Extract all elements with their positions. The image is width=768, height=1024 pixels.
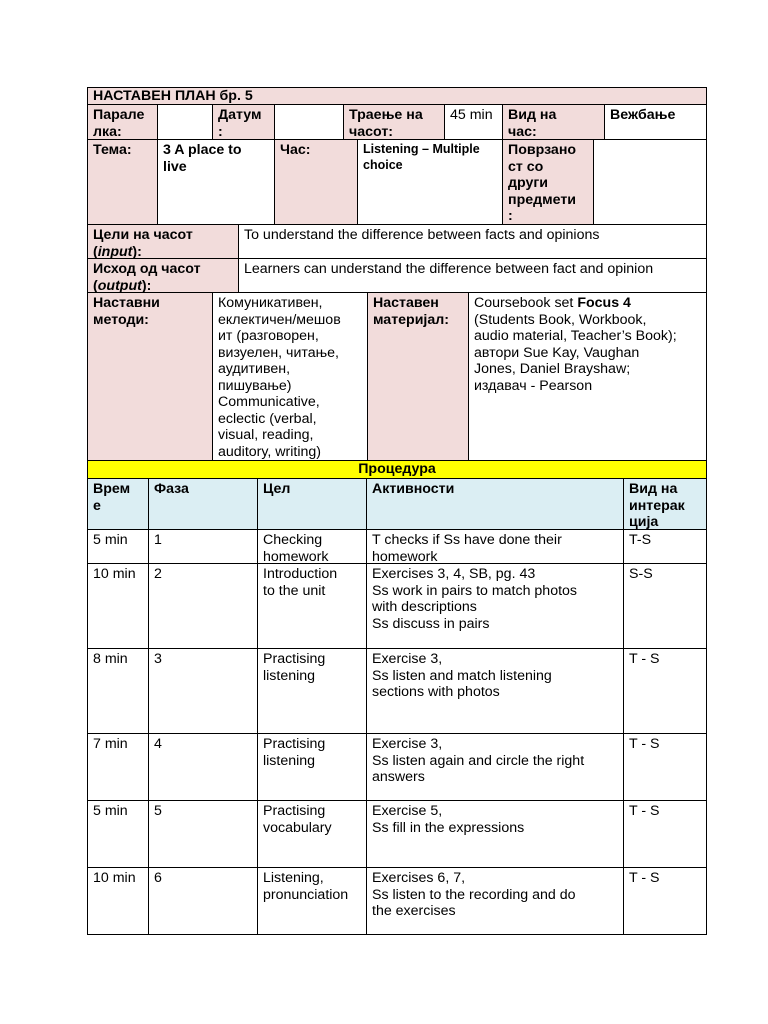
cell-line: homework xyxy=(263,548,329,564)
material-value-line: (Students Book, Workbook, xyxy=(474,311,647,328)
cell-line: Exercise 5, xyxy=(372,803,443,819)
table-cell-time: 7 min xyxy=(87,733,149,801)
cell-line: Exercises 3, 4, SB, pg. 43 xyxy=(372,566,536,582)
table-cell-interaction: T - S xyxy=(623,648,707,734)
table-cell-activities xyxy=(366,800,624,868)
cell-line: Introduction xyxy=(263,566,338,582)
methods-value-line: еклектичен/мешов xyxy=(218,311,341,328)
related-label-line: други xyxy=(508,175,549,191)
cell-line: homework xyxy=(372,548,438,564)
outcome-label-line: Исход од часот xyxy=(93,261,201,277)
cell-line: Listening, xyxy=(263,870,324,886)
cell-line: Ss work in pairs to match photos xyxy=(372,582,578,599)
table-cell-activities xyxy=(366,648,624,734)
date-value xyxy=(274,104,344,140)
column-header-line: интерак xyxy=(629,497,685,514)
table-cell-interaction: T - S xyxy=(623,733,707,801)
cell-line: Ss listen and match listening xyxy=(372,667,552,684)
cell-line: pronunciation xyxy=(263,886,349,903)
column-header-line: ција xyxy=(629,514,659,530)
table-cell-phase: 2 xyxy=(148,563,258,649)
goal-value: To understand the difference between facts and opinions xyxy=(238,224,707,259)
table-cell-phase: 4 xyxy=(148,733,258,801)
plan-title: НАСТАВЕН ПЛАН бр. 5 xyxy=(87,87,707,105)
cell-line: with descriptions xyxy=(372,599,477,615)
methods-label-line: методи: xyxy=(93,311,149,328)
cell-line: Ss fill in the expressions xyxy=(372,819,525,836)
material-value-line: Jones, Daniel Brayshaw; xyxy=(474,361,631,377)
lesson-value-line: choice xyxy=(363,157,403,172)
methods-value-line: аудитивен, xyxy=(218,361,291,377)
table-cell-time: 5 min xyxy=(87,800,149,868)
cell-line: T checks if Ss have done their xyxy=(372,532,562,548)
table-cell-phase: 6 xyxy=(148,867,258,935)
material-prefix: Coursebook set xyxy=(474,295,578,311)
cell-line: Exercises 6, 7, xyxy=(372,870,466,886)
methods-value-line: визуелен, читање, xyxy=(218,344,339,361)
lesson-label: Час: xyxy=(274,139,358,225)
column-header-phase: Фаза xyxy=(148,478,258,530)
methods-value-line: ит (разговорен, xyxy=(218,328,319,344)
lesson-value-line: Listening – Multiple xyxy=(363,142,480,156)
cell-line: Ss listen again and circle the right xyxy=(372,752,585,769)
lesson-value xyxy=(357,139,503,225)
date-label-line: Датум xyxy=(218,107,262,123)
cell-line: Practising xyxy=(263,736,326,752)
material-label-line: материјал: xyxy=(373,311,449,328)
table-cell-interaction: S-S xyxy=(623,563,707,649)
goal-label-italic: input xyxy=(97,243,133,259)
table-cell-phase: 3 xyxy=(148,648,258,734)
table-cell-phase: 5 xyxy=(148,800,258,868)
table-cell-activities xyxy=(366,529,624,564)
methods-value-line: visual, reading, xyxy=(218,427,314,443)
class-value xyxy=(157,104,213,140)
column-header-line: Врем xyxy=(93,481,131,497)
column-header-goal: Цел xyxy=(257,478,367,530)
outcome-value: Learners can understand the difference between fact and opinion xyxy=(238,258,707,293)
material-value-line: audio material, Teacher’s Book); xyxy=(474,328,677,344)
table-cell-goal xyxy=(257,800,367,868)
material-value xyxy=(468,292,707,461)
duration-value: 45 min xyxy=(444,104,503,140)
column-header-line: е xyxy=(93,497,101,514)
table-cell-goal xyxy=(257,733,367,801)
material-label xyxy=(367,292,469,461)
duration-label-line: часот: xyxy=(349,123,394,140)
cell-line: Exercise 3, xyxy=(372,651,443,667)
cell-line: sections with photos xyxy=(372,684,500,700)
methods-value-line: Комуникативен, xyxy=(218,295,323,311)
material-value-line: издавач - Pearson xyxy=(474,377,593,394)
lesson-type-label xyxy=(502,104,605,140)
outcome-label xyxy=(87,258,239,293)
topic-value-line: 3 A place to xyxy=(163,142,242,158)
cell-line: Checking xyxy=(263,532,323,548)
table-cell-interaction: T - S xyxy=(623,800,707,868)
date-label xyxy=(212,104,275,140)
class-label-line: Парале xyxy=(93,107,145,123)
methods-label-line: Наставни xyxy=(93,295,160,311)
table-cell-time: 5 min xyxy=(87,529,149,564)
table-cell-goal xyxy=(257,563,367,649)
material-label-line: Наставен xyxy=(373,295,439,311)
lesson-type-label-line: час: xyxy=(508,123,537,140)
goal-label xyxy=(87,224,239,259)
outcome-label-italic: output xyxy=(97,277,142,293)
outcome-label-line: (output): xyxy=(93,277,152,293)
related-label-line: Поврзано xyxy=(508,142,577,158)
goal-label-line: Цели на часот xyxy=(93,227,193,243)
column-header-time xyxy=(87,478,149,530)
methods-value-line: eclectic (verbal, xyxy=(218,410,317,427)
table-cell-phase: 1 xyxy=(148,529,258,564)
column-header-activities: Активности xyxy=(366,478,624,530)
column-header-interaction xyxy=(623,478,707,530)
table-cell-goal xyxy=(257,648,367,734)
methods-value-line: пишување) xyxy=(218,377,292,394)
cell-line: vocabulary xyxy=(263,819,332,836)
table-cell-time: 8 min xyxy=(87,648,149,734)
lesson-type-value: Вежбање xyxy=(604,104,707,140)
related-label-line: ст со xyxy=(508,158,544,175)
lesson-type-label-line: Вид на xyxy=(508,107,557,123)
table-cell-activities xyxy=(366,563,624,649)
cell-line: Ss listen to the recording and do xyxy=(372,886,576,903)
table-cell-interaction: T - S xyxy=(623,867,707,935)
procedure-title: Процедура xyxy=(87,460,707,479)
class-label xyxy=(87,104,158,140)
class-label-line: лка: xyxy=(93,123,122,140)
topic-label: Тема: xyxy=(87,139,158,225)
material-value-line: автори Sue Kay, Vaughan xyxy=(474,344,640,361)
cell-line: Practising xyxy=(263,803,326,819)
column-header-line: Вид на xyxy=(629,481,678,497)
date-label-line: : xyxy=(218,123,223,140)
topic-value-line: live xyxy=(163,158,187,175)
related-subjects-label xyxy=(502,139,594,225)
methods-value-line: Communicative, xyxy=(218,394,320,410)
cell-line: Ss discuss in pairs xyxy=(372,615,490,632)
table-cell-goal xyxy=(257,867,367,935)
cell-line: answers xyxy=(372,769,425,785)
table-cell-activities xyxy=(366,867,624,935)
topic-value xyxy=(157,139,275,225)
methods-value-line: auditory, writing) xyxy=(218,443,322,460)
goal-label-line: (input): xyxy=(93,243,142,259)
cell-line: to the unit xyxy=(263,582,326,599)
cell-line: Exercise 3, xyxy=(372,736,443,752)
methods-value xyxy=(212,292,368,461)
cell-line: listening xyxy=(263,667,316,684)
related-label-line: : xyxy=(508,208,513,224)
duration-label-line: Траење на xyxy=(349,107,423,123)
table-cell-goal xyxy=(257,529,367,564)
cell-line: Practising xyxy=(263,651,326,667)
cell-line: the exercises xyxy=(372,903,456,919)
related-subjects-value xyxy=(593,139,707,225)
related-label-line: предмети xyxy=(508,191,577,208)
table-cell-time: 10 min xyxy=(87,867,149,935)
table-cell-interaction: T-S xyxy=(623,529,707,564)
material-bold: Focus 4 xyxy=(577,295,631,311)
table-cell-activities xyxy=(366,733,624,801)
cell-line: listening xyxy=(263,752,316,769)
material-value-line xyxy=(474,295,701,312)
table-cell-time: 10 min xyxy=(87,563,149,649)
duration-label xyxy=(343,104,445,140)
methods-label xyxy=(87,292,213,461)
